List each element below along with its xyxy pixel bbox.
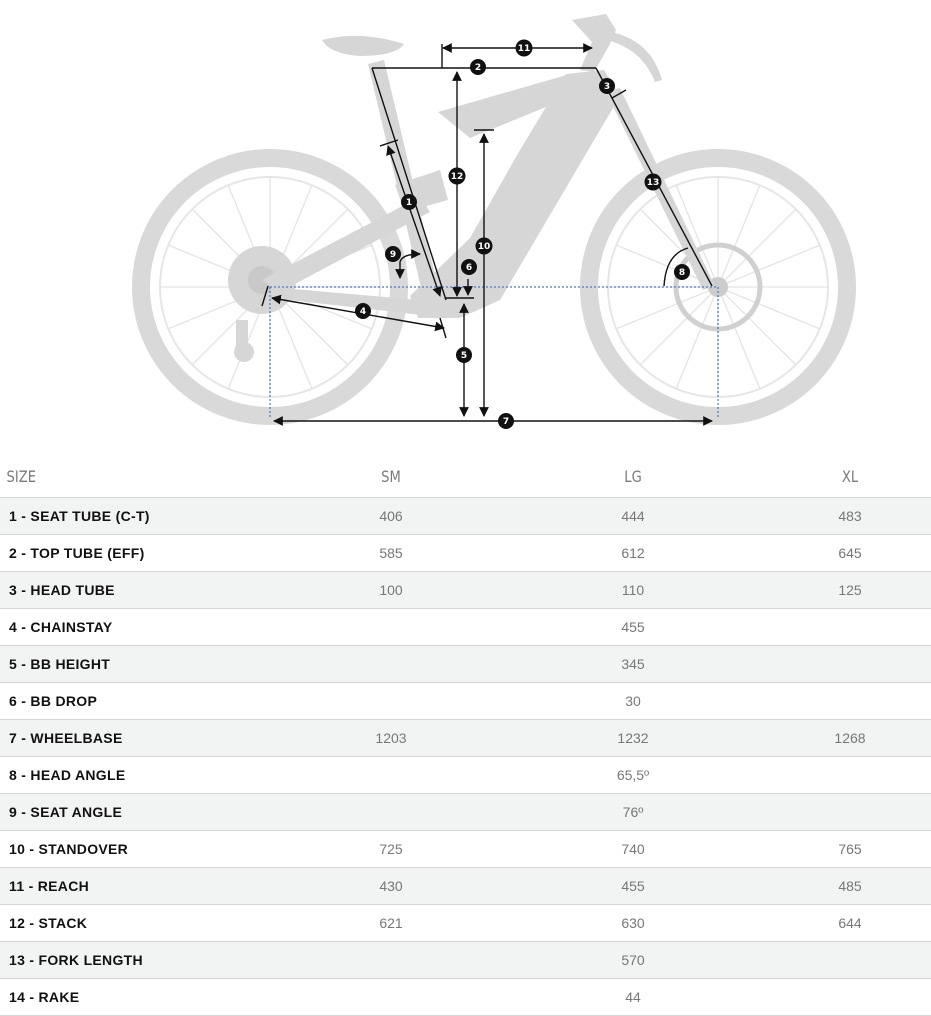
marker-11 [516, 40, 533, 57]
marker-12 [449, 168, 466, 185]
cell-lg: 570 [497, 942, 769, 979]
row-label: 6 - BB DROP [0, 683, 285, 720]
cell-lg: 1232 [497, 720, 769, 757]
table-row [0, 535, 931, 572]
cell-lg: 612 [497, 535, 769, 572]
bike-silhouette [141, 14, 847, 416]
cell-xl: 644 [769, 905, 931, 942]
table-row [0, 794, 931, 831]
cell-lg: 65,5º [497, 757, 769, 794]
cell-sm: 100 [285, 572, 497, 609]
svg-text:13: 13 [646, 178, 660, 188]
row-label: 10 - STANDOVER [0, 831, 285, 868]
svg-text:12: 12 [450, 172, 464, 182]
cell-lg: 630 [497, 905, 769, 942]
table-row [0, 646, 931, 683]
row-label: 4 - CHAINSTAY [0, 609, 285, 646]
table-row [0, 572, 931, 609]
cell-lg: 110 [497, 572, 769, 609]
marker-10 [476, 238, 493, 255]
cell-sm [285, 646, 497, 683]
svg-text:1: 1 [405, 198, 413, 208]
table-row [0, 720, 931, 757]
cell-xl [769, 646, 931, 683]
cell-lg: 345 [497, 646, 769, 683]
cell-xl: 485 [769, 868, 931, 905]
marker-1 [401, 194, 417, 210]
cell-xl [769, 794, 931, 831]
header-sm: SM [381, 466, 401, 486]
svg-text:4: 4 [359, 307, 367, 317]
svg-text:9: 9 [389, 250, 397, 260]
svg-text:2: 2 [474, 63, 482, 73]
svg-text:6: 6 [465, 263, 473, 273]
row-label: 12 - STACK [0, 905, 285, 942]
cell-xl [769, 609, 931, 646]
svg-text:7: 7 [502, 417, 510, 427]
marker-2 [470, 59, 486, 75]
row-label: 7 - WHEELBASE [0, 720, 285, 757]
geometry-table [0, 455, 931, 1016]
marker-3 [599, 78, 615, 94]
cell-sm [285, 942, 497, 979]
row-label: 1 - SEAT TUBE (C-T) [0, 498, 285, 535]
cell-xl: 765 [769, 831, 931, 868]
table-row [0, 979, 931, 1016]
row-label: 3 - HEAD TUBE [0, 572, 285, 609]
svg-text:3: 3 [603, 82, 611, 92]
table-row [0, 868, 931, 905]
cell-xl: 483 [769, 498, 931, 535]
cell-sm: 585 [285, 535, 497, 572]
cell-sm: 1203 [285, 720, 497, 757]
cell-lg: 740 [497, 831, 769, 868]
cell-sm: 621 [285, 905, 497, 942]
cell-xl [769, 942, 931, 979]
svg-text:5: 5 [460, 351, 468, 361]
cell-xl [769, 979, 931, 1016]
cell-sm: 725 [285, 831, 497, 868]
marker-13 [645, 174, 662, 191]
row-label: 5 - BB HEIGHT [0, 646, 285, 683]
table-header-row [0, 455, 931, 498]
table-row [0, 942, 931, 979]
cell-xl [769, 683, 931, 720]
marker-6 [461, 259, 477, 275]
table-row [0, 498, 931, 535]
cell-xl: 1268 [769, 720, 931, 757]
header-size: SIZE [6, 466, 37, 486]
cell-lg: 76º [497, 794, 769, 831]
cell-lg: 455 [497, 868, 769, 905]
row-label: 14 - RAKE [0, 979, 285, 1016]
svg-text:8: 8 [678, 268, 686, 278]
cell-sm: 406 [285, 498, 497, 535]
cell-lg: 455 [497, 609, 769, 646]
cell-sm [285, 609, 497, 646]
table-row [0, 757, 931, 794]
cell-lg: 44 [497, 979, 769, 1016]
row-label: 13 - FORK LENGTH [0, 942, 285, 979]
marker-4 [355, 303, 371, 319]
cell-xl: 125 [769, 572, 931, 609]
cell-sm [285, 683, 497, 720]
cell-lg: 444 [497, 498, 769, 535]
table-row [0, 683, 931, 720]
marker-5 [456, 347, 472, 363]
cell-sm [285, 757, 497, 794]
marker-7 [498, 413, 514, 429]
row-label: 11 - REACH [0, 868, 285, 905]
row-label: 9 - SEAT ANGLE [0, 794, 285, 831]
bike-geometry-diagram [0, 0, 931, 440]
cell-xl [769, 757, 931, 794]
header-xl: XL [841, 466, 859, 486]
cell-lg: 30 [497, 683, 769, 720]
row-label: 2 - TOP TUBE (EFF) [0, 535, 285, 572]
svg-text:11: 11 [517, 44, 531, 54]
table-row [0, 831, 931, 868]
header-lg: LG [624, 466, 642, 486]
marker-8 [674, 264, 690, 280]
row-label: 8 - HEAD ANGLE [0, 757, 285, 794]
cell-xl: 645 [769, 535, 931, 572]
svg-text:10: 10 [477, 242, 491, 252]
table-row [0, 905, 931, 942]
cell-sm [285, 979, 497, 1016]
marker-9 [385, 246, 401, 262]
cell-sm: 430 [285, 868, 497, 905]
table-row [0, 609, 931, 646]
cell-sm [285, 794, 497, 831]
